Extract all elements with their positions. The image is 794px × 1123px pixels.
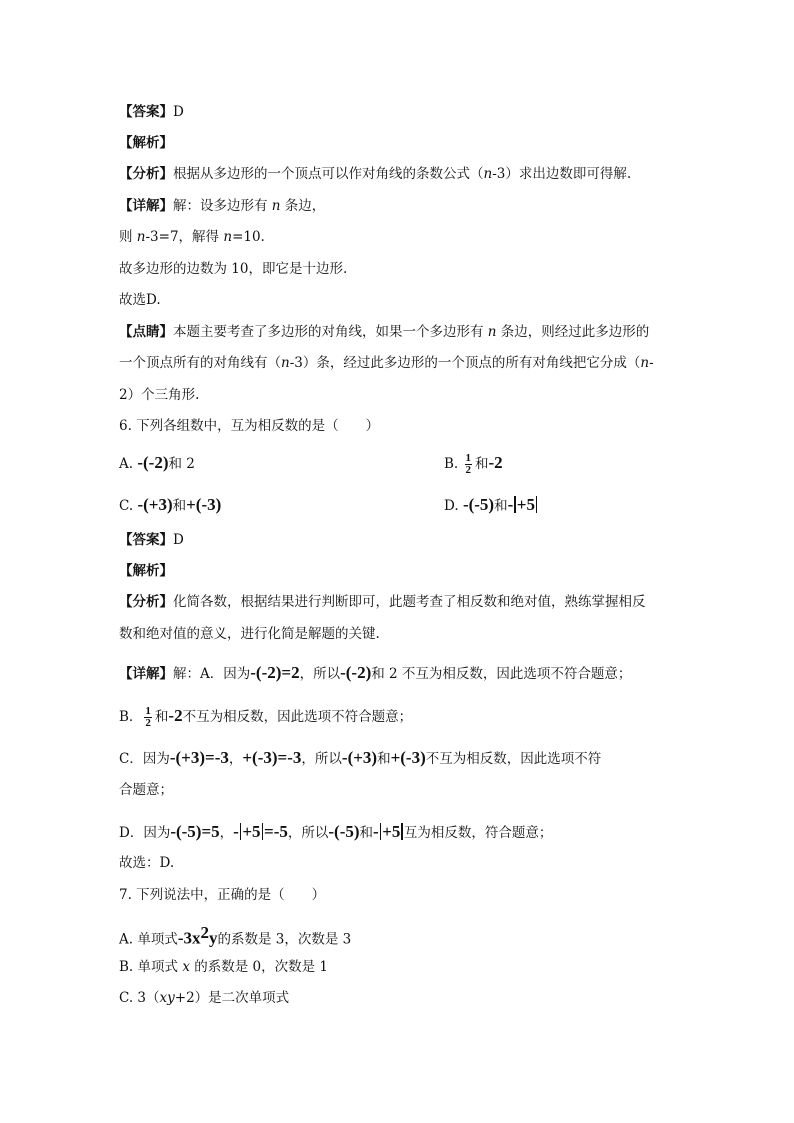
math-expr: -(+3)	[137, 495, 173, 514]
q7-option-a	[119, 923, 351, 950]
math-expr: +(-3)=-3	[242, 748, 302, 767]
q6-option-d	[444, 494, 538, 517]
dianjing-tag: 【点睛】	[119, 324, 173, 340]
q5-dianjing-line3: 2）个三角形.	[119, 387, 200, 403]
xiangjie-tag: 【详解】	[119, 666, 173, 682]
detail-text: D．因为	[119, 825, 171, 841]
xiangjie-text: 解：设多边形有	[173, 198, 268, 214]
var-n: n	[487, 324, 497, 340]
q6-detail-d	[119, 822, 552, 843]
option-label: A.	[119, 456, 134, 472]
detail-text: 不互为相反数，因此选项不符合题意；	[182, 709, 413, 725]
fraction-denominator: 2	[145, 717, 151, 729]
fraction-numerator: 1	[465, 452, 472, 464]
var-n: n	[223, 229, 233, 245]
option-text: A. 单项式	[119, 931, 178, 948]
q6-detail-c	[119, 748, 601, 769]
q6-option-c	[119, 494, 221, 517]
detail-text: 互为相反数，符合题意；	[403, 825, 553, 841]
q6-fenxi-line1	[119, 592, 646, 612]
q5-dianjing-line2	[119, 353, 654, 373]
math-expr: -	[373, 822, 379, 841]
q6-detail-b	[119, 706, 412, 729]
fenxi-text: 根据从多边形的一个顶点可以作对角线的条数公式（	[173, 166, 484, 182]
math-expr: -2	[488, 453, 503, 472]
detail-text: ，所以	[299, 666, 341, 682]
abs-bar	[514, 496, 516, 513]
math-expr: +5	[242, 822, 261, 841]
math-expr: +5	[382, 822, 401, 841]
option-label: C.	[119, 498, 134, 514]
dianjing-text: 一个顶点所有的对角线有（	[119, 355, 281, 371]
dianjing-text: -3）条，经过此多边形的一个顶点的所有对角线把它分成（	[289, 355, 641, 371]
q6-stem: 6. 下列各组数中，互为相反数的是（ ）	[119, 418, 380, 434]
step-text: 则	[119, 229, 133, 245]
option-text: 的系数是 0，次数是 1	[194, 959, 328, 975]
detail-text: ，	[228, 751, 243, 767]
var-n: n	[271, 198, 281, 214]
math-expr: -(-2)	[137, 453, 169, 472]
answer-tag: 【答案】	[119, 104, 173, 120]
fraction	[144, 706, 152, 729]
q7-stem: 7. 下列说法中，正确的是（ ）	[119, 887, 326, 903]
math-expr: +5	[516, 495, 535, 514]
math-expr: -(-5)=5	[170, 822, 220, 841]
q5-step3: 故选D.	[119, 292, 161, 308]
math-expr: +(-3)	[390, 748, 426, 767]
math-expr: -(-2)	[340, 663, 372, 682]
fraction	[465, 453, 473, 476]
q7-option-c	[119, 988, 289, 1008]
var-n: n	[281, 355, 290, 371]
math-expr: +(-3)	[186, 495, 222, 514]
q6-detail-c-cont: 合题意；	[119, 782, 173, 798]
option-text: B. 单项式	[119, 959, 179, 975]
fraction-denominator: 2	[465, 464, 472, 476]
math-expr: -	[233, 822, 239, 841]
q5-answer-line	[119, 102, 184, 122]
xiangjie-tag: 【详解】	[119, 198, 173, 214]
q6-fenxi-line2: 数和绝对值的意义，进行化简是解题的关键.	[119, 626, 380, 642]
option-text: 的系数是 3，次数是 3	[217, 931, 352, 948]
math-exponent: 2	[200, 923, 210, 942]
math-expr: -	[507, 495, 514, 514]
fenxi-text: 化简各数，根据结果进行判断即可，此题考查了相反数和绝对值，熟练掌握相反	[173, 594, 646, 610]
step-text: =10.	[232, 229, 265, 245]
var-x: x	[182, 959, 190, 975]
q7-option-b	[119, 957, 328, 977]
dianjing-text: -	[649, 355, 654, 371]
analysis-tag: 【解析】	[119, 135, 173, 151]
option-label: B.	[444, 456, 459, 472]
detail-text: ，所以	[287, 825, 329, 841]
math-expr: -(-5)	[328, 822, 360, 841]
math-expr: -(+3)	[341, 748, 378, 767]
option-label: D.	[444, 498, 459, 514]
detail-text: 和	[359, 825, 374, 841]
analysis-tag: 【解析】	[119, 563, 173, 579]
xiangjie-text: 条边，	[284, 198, 326, 214]
q5-fenxi-line	[119, 164, 631, 184]
q6-analysis-line	[119, 561, 173, 581]
detail-text: B．	[119, 709, 143, 725]
var-n: n	[640, 355, 650, 371]
detail-text: 解：A．因为	[173, 666, 251, 682]
math-expr: -2	[168, 706, 183, 725]
q5-analysis-line	[119, 133, 173, 153]
q6-detail-a	[119, 663, 631, 684]
q6-option-b	[444, 452, 503, 476]
answer-value: D	[173, 532, 184, 548]
fenxi-tag: 【分析】	[119, 166, 173, 182]
math-expr: -(-2)=2	[250, 663, 300, 682]
option-text: C. 3（	[119, 990, 160, 1006]
var-n: n	[136, 229, 146, 245]
abs-bar	[401, 823, 403, 840]
var-xy: xy	[159, 990, 175, 1006]
detail-text: 和	[154, 709, 169, 725]
var-n: n	[483, 166, 493, 182]
q5-step1	[119, 227, 265, 247]
q5-xiangjie-line	[119, 196, 325, 216]
option-text: 和	[475, 456, 489, 472]
math-expr: y	[209, 928, 218, 948]
detail-text: C．因为	[119, 751, 170, 767]
math-expr: -(+3)=-3	[169, 748, 229, 767]
q6-option-a	[119, 452, 195, 475]
abs-bar	[380, 823, 382, 840]
detail-text: ，所以	[301, 751, 342, 767]
math-expr: =-5	[264, 822, 288, 841]
detail-text: 和 2 不互为相反数，因此选项不符合题意；	[371, 666, 632, 682]
option-text: 和	[494, 498, 508, 514]
step-text: -3=7，解得	[145, 229, 220, 245]
abs-bar	[536, 496, 538, 513]
option-text: 和	[172, 498, 187, 514]
fraction-numerator: 1	[145, 705, 151, 717]
option-text: 和 2	[168, 456, 195, 472]
dianjing-text: 本题主要考查了多边形的对角线，如果一个多边形有	[173, 324, 484, 340]
q6-answer-line	[119, 530, 184, 550]
q6-conclusion: 故选：D.	[119, 855, 175, 871]
dianjing-text: 条边，则经过此多边形的	[500, 324, 650, 340]
detail-text: 和	[377, 751, 391, 767]
answer-value: D	[173, 104, 184, 120]
math-expr: -3x	[177, 928, 201, 948]
abs-bar	[262, 823, 264, 840]
detail-text: ，	[219, 825, 234, 841]
math-expr: -(-5)	[462, 495, 495, 514]
answer-tag: 【答案】	[119, 532, 173, 548]
option-text: +2）是二次单项式	[174, 990, 290, 1006]
fenxi-text: -3）求出边数即可得解.	[492, 166, 632, 182]
detail-text: 不互为相反数，因此选项不符	[425, 751, 602, 767]
fenxi-tag: 【分析】	[119, 594, 173, 610]
q5-dianjing-line1	[119, 322, 649, 342]
q5-step2: 故多边形的边数为 10，即它是十边形.	[119, 261, 348, 277]
